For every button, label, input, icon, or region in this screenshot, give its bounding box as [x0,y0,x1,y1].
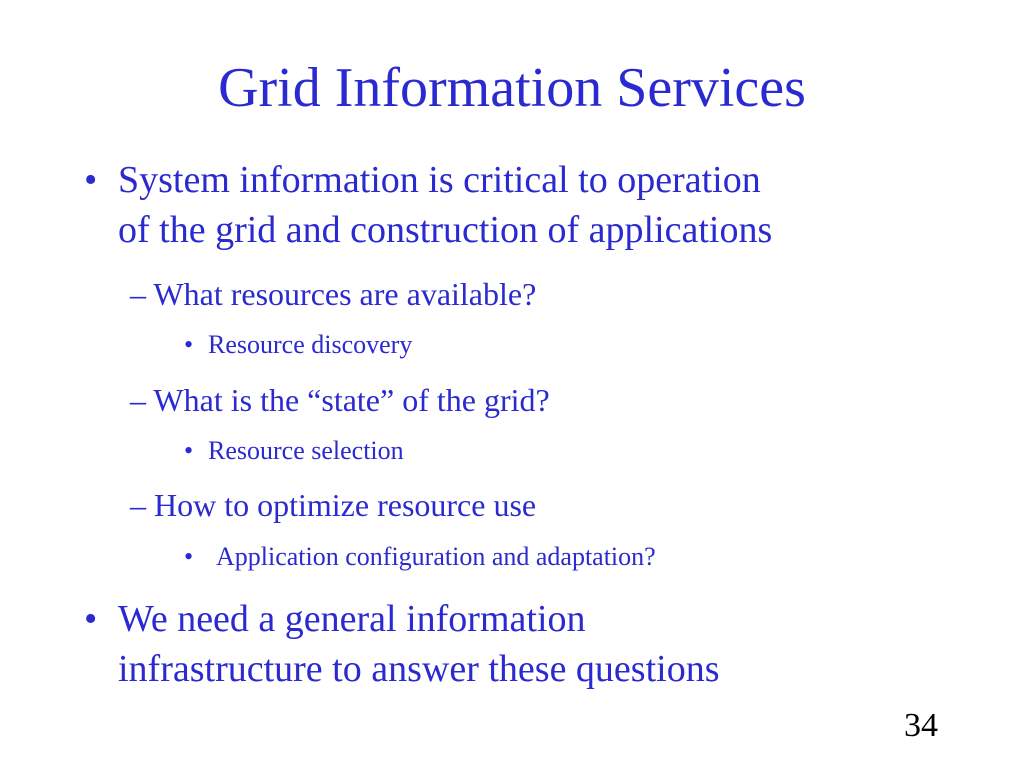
slide-title: Grid Information Services [218,57,806,119]
subsubitem-text: Resource discovery [208,330,413,359]
bullet-text-line: infrastructure to answer these questions [118,648,720,690]
bullet-marker: • [84,598,98,640]
page-number: 34 [904,707,938,744]
bullet-item-2 [84,594,938,694]
subitem-1 [130,274,930,314]
bullet-text-line: We need a general information [118,598,586,640]
bullet-text-line: System information is critical to operation [118,159,761,201]
subitem-text: – How to optimize resource use [130,487,537,523]
subsubitem-text: Application configuration and adaptation? [216,542,656,571]
subsubitem-text: Resource selection [208,436,404,465]
bullet-item-1 [84,155,938,255]
subitem-text: – What resources are available? [130,276,537,312]
bullet-marker: • [184,330,194,359]
subitem-text: – What is the “state” of the grid? [130,382,550,418]
subitem-3 [130,485,930,525]
bullet-marker: • [184,542,194,571]
subitem-2 [130,380,930,420]
bullet-marker: • [184,436,194,465]
bullet-marker: • [84,159,98,201]
bullet-text-line: of the grid and construction of applications [118,209,773,251]
